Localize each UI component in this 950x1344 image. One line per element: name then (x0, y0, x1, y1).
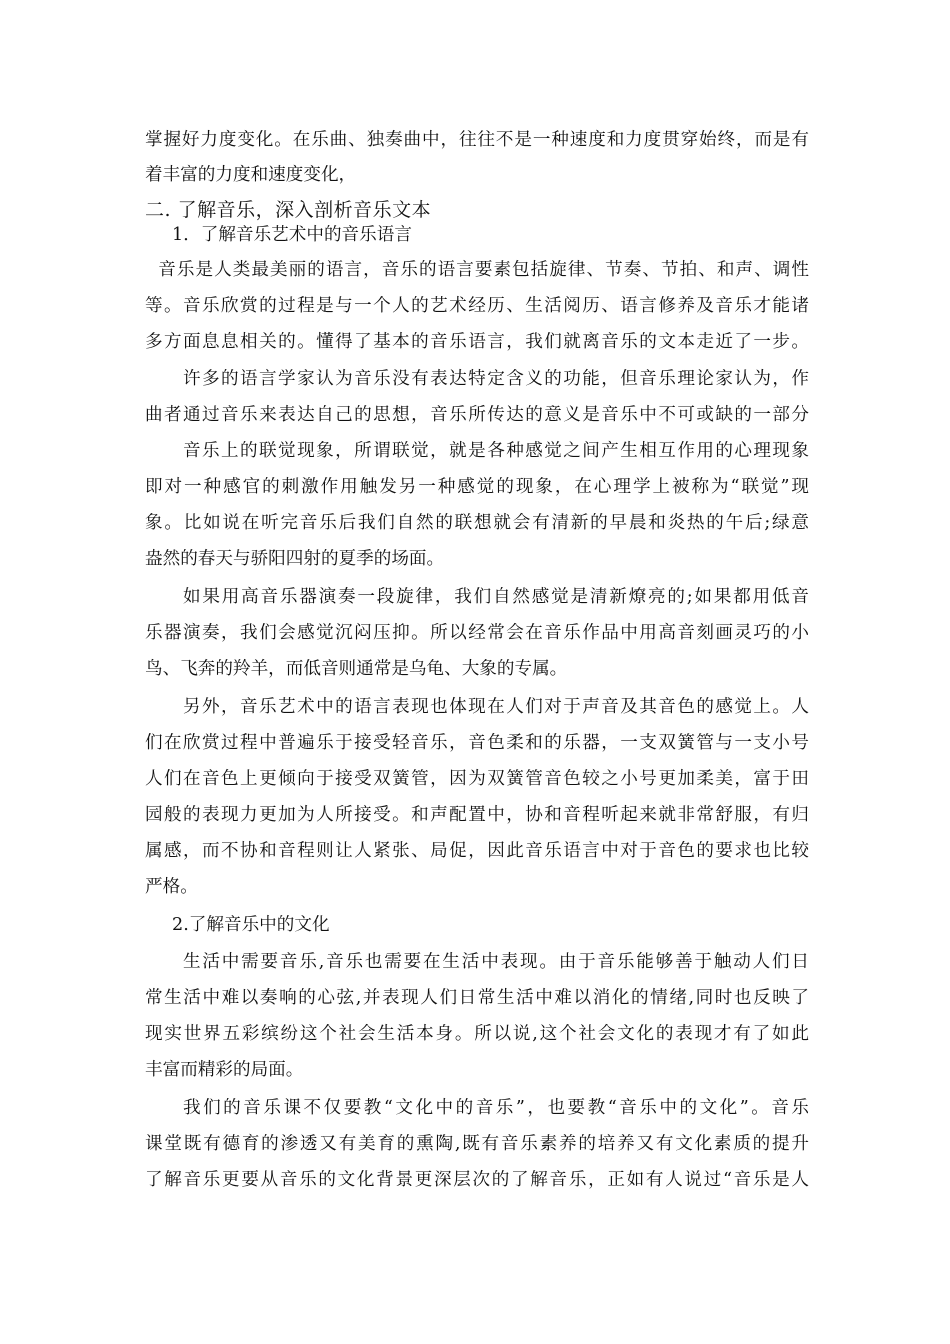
paragraph-line: 严格。 (145, 877, 198, 897)
paragraph-line: 课堂既有德育的渗透又有美育的熏陶,既有音乐素养的培养又有文化素质的提升 (145, 1134, 809, 1154)
paragraph-line: 象。比如说在听完音乐后我们自然的联想就会有清新的早晨和炎热的午后;绿意 (145, 513, 809, 533)
paragraph-line: 属感，而不协和音程则让人紧张、局促，因此音乐语言中对于音色的要求也比较 (145, 841, 809, 861)
paragraph-line: 园般的表现力更加为人所接受。和声配置中，协和音程听起来就非常舒服，有归 (145, 805, 809, 825)
paragraph-line: 现实世界五彩缤纷这个社会生活本身。所以说,这个社会文化的表现才有了如此 (145, 1024, 809, 1044)
paragraph-line: 多方面息息相关的。懂得了基本的音乐语言，我们就离音乐的文本走近了一步。 (145, 332, 809, 352)
paragraph-line: 另外，音乐艺术中的语言表现也体现在人们对于声音及其音色的感觉上。人 (183, 697, 809, 717)
paragraph-line: 乐器演奏，我们会感觉沉闷压抑。所以经常会在音乐作品中用高音刻画灵巧的小 (145, 623, 809, 643)
paragraph-line: 曲者通过音乐来表达自己的思想，音乐所传达的意义是音乐中不可或缺的一部分 (145, 405, 809, 425)
paragraph-line: 常生活中难以奏响的心弦,并表现人们日常生活中难以消化的情绪,同时也反映了 (145, 988, 809, 1008)
paragraph-line: 音乐是人类最美丽的语言，音乐的语言要素包括旋律、节奏、节拍、和声、调性 (145, 260, 809, 280)
paragraph-line: 盎然的春天与骄阳四射的夏季的场面。 (145, 549, 445, 569)
paragraph-line: 等。音乐欣赏的过程是与一个人的艺术经历、生活阅历、语言修养及音乐才能诸 (145, 296, 809, 316)
paragraph-line: 即对一种感官的刺激作用触发另一种感觉的现象，在心理学上被称为“联觉”现 (145, 477, 809, 497)
paragraph-line: 着丰富的力度和速度变化， (145, 165, 357, 185)
section-heading: 二. 了解音乐，深入剖析音乐文本 (145, 199, 432, 221)
paragraph-line: 音乐上的联觉现象，所谓联觉，就是各种感觉之间产生相互作用的心理现象 (183, 441, 809, 461)
paragraph-line: 人们在音色上更倾向于接受双簧管，因为双簧管音色较之小号更加柔美，富于田 (145, 769, 809, 789)
paragraph-line: 掌握好力度变化。在乐曲、独奏曲中，往往不是一种速度和力度贯穿始终，而是有 (145, 130, 809, 150)
paragraph-line: 如果用高音乐器演奏一段旋律，我们自然感觉是清新燎亮的;如果都用低音 (183, 587, 809, 607)
paragraph-line: 我们的音乐课不仅要教“文化中的音乐”，也要教“音乐中的文化”。音乐 (183, 1098, 809, 1118)
subsection-heading: 2.了解音乐中的文化 (172, 915, 330, 935)
paragraph-line: 生活中需要音乐,音乐也需要在生活中表现。由于音乐能够善于触动人们日 (183, 952, 809, 972)
subsection-heading: 1．了解音乐艺术中的音乐语言 (172, 225, 412, 245)
paragraph-line: 许多的语言学家认为音乐没有表达特定含义的功能，但音乐理论家认为，作 (183, 369, 809, 389)
paragraph-line: 了解音乐更要从音乐的文化背景更深层次的了解音乐，正如有人说过“音乐是人 (145, 1170, 809, 1190)
paragraph-line: 鸟、飞奔的羚羊，而低音则通常是乌龟、大象的专属。 (145, 659, 568, 679)
paragraph-line: 丰富而精彩的局面。 (145, 1060, 304, 1080)
paragraph-line: 们在欣赏过程中普遍乐于接受轻音乐，音色柔和的乐器，一支双簧管与一支小号 (145, 733, 809, 753)
